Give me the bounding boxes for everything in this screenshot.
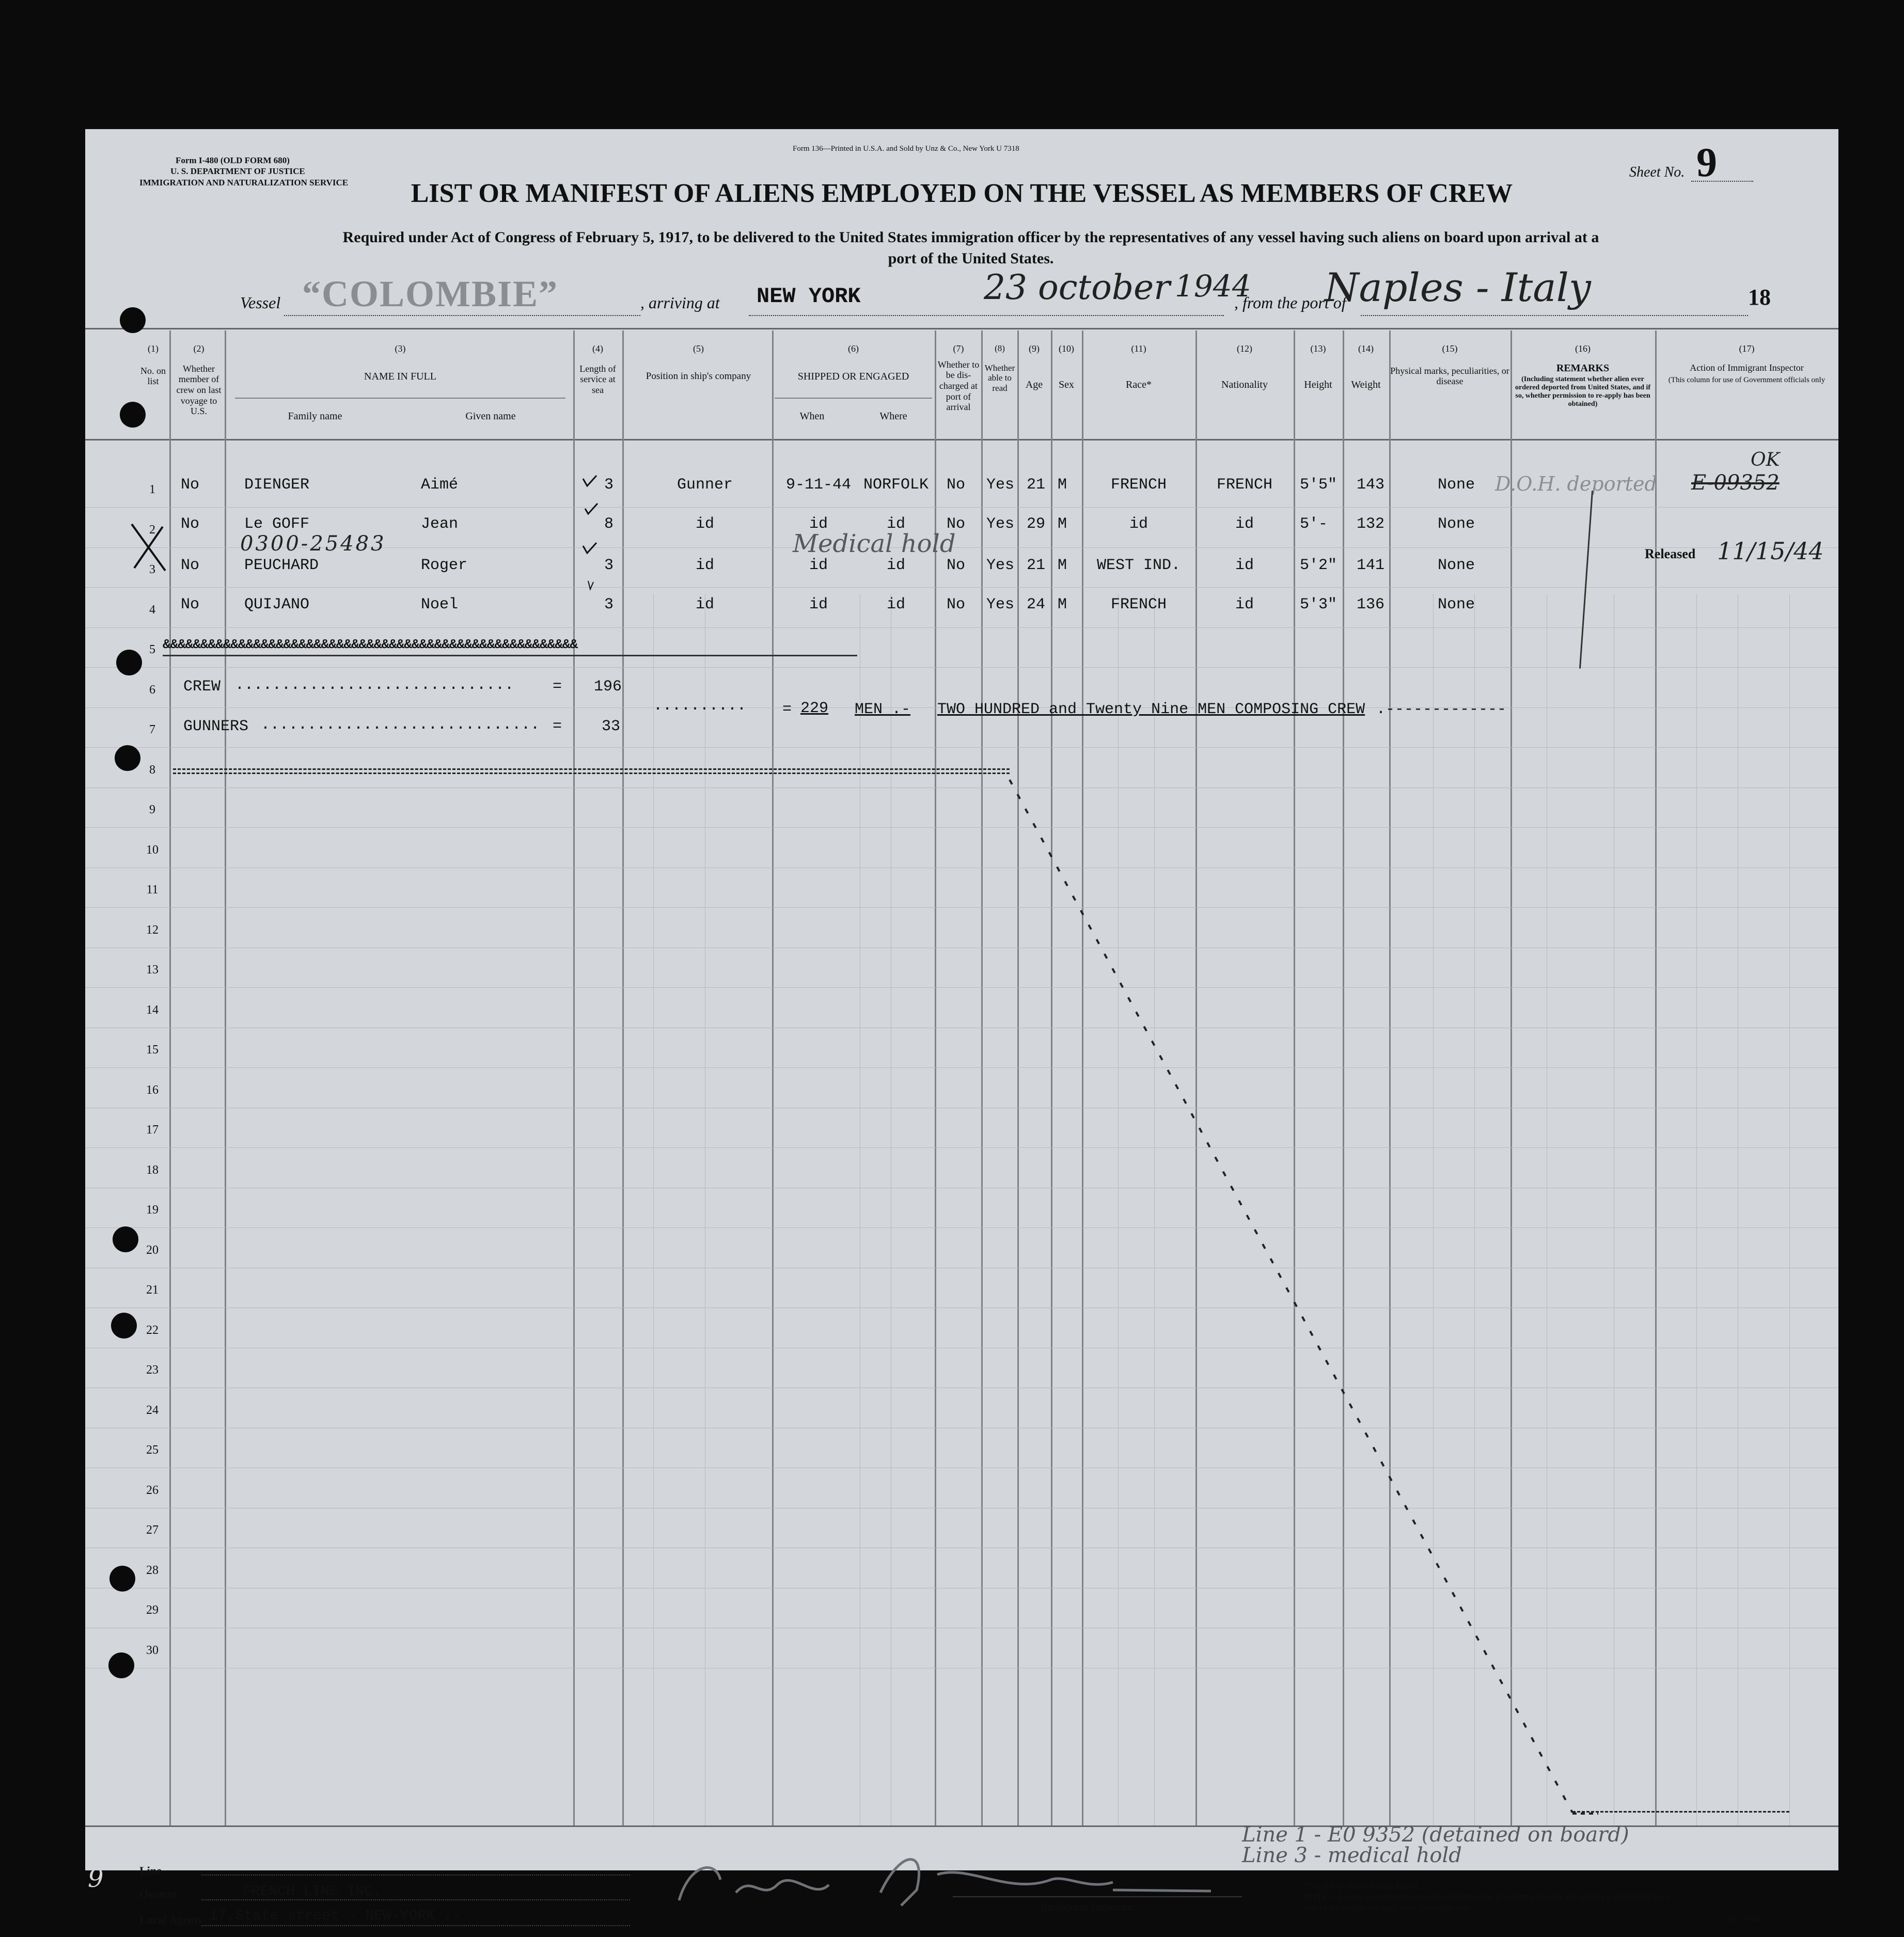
crew-count: 196 — [594, 678, 622, 696]
row-number: 17 — [146, 1123, 159, 1137]
col-13-header — [1294, 343, 1343, 391]
col-16-label: REMARKS — [1556, 362, 1610, 374]
arriving-port: NEW YORK — [757, 284, 861, 309]
cell-when: id — [809, 557, 828, 574]
form-subtitle — [137, 227, 1805, 269]
cell-weight: 141 — [1357, 557, 1385, 574]
page-corner-mark: 9 — [88, 1864, 104, 1893]
cell-age: 24 — [1027, 596, 1046, 613]
cell-nationality: id — [1235, 557, 1254, 574]
penalty-note: NOTE.—Failure to furnish full or correct information in columns (3), (5), (6) and (7) is punishable by a fine of ten dollars for each alien. See other side. — [1304, 1892, 1669, 1913]
row-number: 26 — [146, 1483, 159, 1497]
grid-column-rule — [653, 594, 654, 1825]
vessel-label: Vessel — [240, 293, 281, 312]
row-number: 12 — [146, 923, 159, 937]
crew-label: CREW — [183, 678, 221, 696]
col-4-header — [573, 343, 622, 396]
col-divider-5 — [772, 330, 774, 1825]
cell-family: QUIJANO — [244, 596, 310, 613]
agents-underline — [201, 1925, 630, 1926]
total-count: 229 — [800, 700, 829, 717]
cell-prev: No — [181, 596, 200, 613]
row-number: 8 — [149, 763, 155, 777]
cell-where: id — [886, 557, 905, 574]
col-3-sub-given: Given name — [465, 411, 516, 422]
cell-read: Yes — [986, 515, 1015, 533]
agents-value: 17,State street - NEW-YORK .- — [209, 1908, 461, 1924]
col-17-label: Action of Immigrant Inspector — [1690, 362, 1804, 373]
col-divider-4 — [622, 330, 624, 1825]
cell-marks: None — [1437, 476, 1475, 494]
line-label: Line — [139, 1864, 162, 1877]
col-9-label: Age — [1025, 379, 1043, 390]
punch-hole — [115, 745, 140, 771]
cell-family: DIENGER — [244, 476, 310, 494]
gunners-label: GUNNERS — [183, 718, 249, 735]
col-16-header — [1513, 343, 1653, 408]
cell-when: id — [809, 596, 828, 613]
cell-given: Jean — [421, 515, 459, 533]
gunners-dots: .............................. — [261, 716, 540, 734]
vessel-name: “COLOMBIE” — [302, 273, 559, 314]
col-13-num: (13) — [1310, 343, 1326, 354]
cell-sex: M — [1058, 557, 1067, 574]
col-9-num: (9) — [1029, 343, 1040, 354]
cell-weight: 143 — [1357, 476, 1385, 494]
cell-given: Aimé — [421, 476, 459, 494]
row-number: 25 — [146, 1443, 159, 1457]
col-2-num: (2) — [193, 343, 204, 354]
cell-prev: No — [181, 557, 200, 574]
col-12-header — [1195, 343, 1294, 391]
col-12-num: (12) — [1237, 343, 1252, 354]
released-date: 11/15/44 — [1717, 537, 1824, 565]
col-15-header — [1389, 343, 1510, 387]
crew-dots: .............................. — [235, 676, 514, 694]
cell-race: WEST IND. — [1096, 557, 1181, 574]
col-3-label: NAME IN FULL — [364, 370, 436, 382]
col-6-label: SHIPPED OR ENGAGED — [797, 370, 909, 382]
cell-read: Yes — [986, 476, 1015, 494]
row-number: 14 — [146, 1003, 159, 1017]
col-11-label: Race* — [1126, 379, 1152, 390]
row-rule — [85, 747, 1838, 748]
col-16-num: (16) — [1575, 343, 1591, 354]
from-label: , from the port of — [1234, 293, 1346, 312]
col-17-header — [1658, 343, 1836, 385]
punch-hole — [116, 650, 142, 675]
punch-hole — [120, 307, 146, 333]
cell-height: 5'- — [1300, 515, 1328, 533]
cell-nationality: id — [1235, 596, 1254, 613]
col-8-label: Whether able to read — [984, 363, 1015, 393]
col-7-label: Whether to be dis-charged at port of arrival — [937, 359, 980, 413]
arriving-label: , arriving at — [640, 293, 720, 312]
cell-position: id — [695, 596, 714, 613]
cell-sex: M — [1058, 515, 1067, 533]
col-6-sub-when: When — [799, 411, 825, 422]
row8-dash-line-top — [173, 768, 1010, 771]
cell-family: Le GOFF — [244, 515, 310, 533]
row3-cross-mark — [127, 519, 173, 576]
row-number: 18 — [146, 1163, 159, 1177]
row-number: 28 — [146, 1563, 159, 1577]
arrival-date: 23 october — [984, 267, 1170, 307]
cell-weight: 136 — [1357, 596, 1385, 613]
row-number: 9 — [149, 803, 155, 816]
col-divider-7 — [981, 330, 983, 1825]
cell-prev: No — [181, 515, 200, 533]
col-11-num: (11) — [1131, 343, 1146, 354]
row-number: 6 — [149, 683, 155, 697]
cell-sex: M — [1058, 596, 1067, 613]
cell-service: 3 — [604, 596, 614, 613]
cell-discharged: No — [947, 515, 966, 533]
form-code: 16—19349 — [1727, 1916, 1760, 1924]
col-1-header — [137, 343, 169, 387]
col-9-header — [1017, 343, 1051, 391]
signature-line — [953, 1896, 1242, 1897]
cell-read: Yes — [986, 596, 1015, 613]
row-number: 4 — [149, 603, 155, 617]
row-rule — [85, 667, 1838, 668]
name-subheader-rule — [235, 398, 565, 399]
row-rule — [85, 627, 1838, 628]
cell-discharged: No — [947, 557, 966, 574]
printer-line: Form 136—Printed in U.S.A. and Sold by Unz & Co., New York U 7318 — [793, 145, 1019, 153]
remarks-bracket-line — [1579, 491, 1593, 668]
shipped-subheader-rule — [775, 398, 932, 399]
row-number: 3 — [149, 563, 155, 576]
col-13-label: Height — [1304, 379, 1332, 390]
remarks-row1-note: D.O.H. deported — [1495, 473, 1657, 495]
cell-position: id — [695, 515, 714, 533]
header-bottom-rule — [85, 439, 1838, 440]
corner-number: 18 — [1748, 285, 1771, 310]
row-number: 15 — [146, 1043, 159, 1057]
col-4-label: Length of service at sea — [579, 363, 616, 396]
col-5-label: Position in ship's company — [646, 370, 751, 382]
gunners-count: 33 — [602, 718, 621, 735]
inspector-signature — [658, 1844, 1252, 1911]
men-label: MEN .- — [855, 701, 911, 718]
handwritten-note-line1: Line 1 - E0 9352 (detained on board) — [1242, 1823, 1629, 1847]
col-7-header — [936, 343, 981, 413]
cell-service: 3 — [604, 476, 614, 494]
cell-marks: None — [1437, 515, 1475, 533]
crew-equals: = — [553, 678, 562, 696]
form-title: LIST OR MANIFEST OF ALIENS EMPLOYED ON THE VESSEL AS MEMBERS OF CREW — [411, 179, 1513, 208]
cell-position: Gunner — [676, 476, 733, 494]
cell-prev: No — [181, 476, 200, 494]
races-note: *See list of races on back hereof. — [1304, 1881, 1421, 1891]
row-number: 22 — [146, 1323, 159, 1337]
col-8-header — [983, 343, 1017, 393]
col-10-header — [1051, 343, 1082, 391]
cell-race: FRENCH — [1110, 476, 1167, 494]
total-in-words: TWO HUNDRED and Twenty Nine MEN COMPOSING CREW — [937, 701, 1365, 718]
cell-discharged: No — [947, 476, 966, 494]
col-14-header — [1343, 343, 1389, 391]
cell-family: PEUCHARD — [244, 557, 319, 574]
col-4-num: (4) — [592, 343, 603, 354]
col-3-num: (3) — [395, 343, 406, 354]
ampersand-filler: &&&&&&&&&&&&&&&&&&&&&&&&&&&&&&&&&&&&&&&&&&&&&&&&&&&&&&& — [163, 637, 578, 652]
subtitle-line-1: Required under Act of Congress of February 5, 1917, to be delivered to the United States immigration officer by the representatives of any vessel having such aliens on board upon arrival at a — [342, 229, 1599, 246]
diagonal-cancel-line — [1004, 775, 1598, 1828]
service-name: IMMIGRATION AND NATURALIZATION SERVICE — [139, 177, 349, 187]
cell-service: 3 — [604, 557, 614, 574]
col-5-num: (5) — [693, 343, 704, 354]
released-label: Released — [1645, 546, 1696, 561]
col-15-label: Physical marks, peculiarities, or disease — [1390, 365, 1509, 387]
row-number: 23 — [146, 1363, 159, 1377]
cell-read: Yes — [986, 557, 1015, 574]
table-top-rule — [85, 328, 1838, 329]
grid-column-rule — [1789, 594, 1790, 1825]
form-id: Form I-480 (OLD FORM 680) — [176, 155, 290, 165]
cell-age: 21 — [1027, 557, 1046, 574]
arrival-year: 1944 — [1175, 269, 1251, 304]
owners-label: Owners — [139, 1887, 178, 1900]
row-number: 10 — [146, 843, 159, 857]
row-rule — [85, 507, 1838, 508]
col-16-sub: (Including statement whether alien ever ordered deported from United States, and if so, whether permission to re-apply has been obtained) — [1515, 375, 1650, 408]
owners-value: FRENCH LINE INC. — [243, 1884, 382, 1900]
owners-underline — [201, 1899, 630, 1900]
inspector-label: Immigrant Inspector. — [1041, 1900, 1136, 1913]
punch-hole — [108, 1652, 134, 1678]
punch-hole — [109, 1566, 135, 1592]
col-6-sub-where: Where — [879, 411, 907, 422]
from-port: Naples - Italy — [1325, 264, 1591, 310]
bottom-dash-line — [1572, 1811, 1789, 1814]
arriving-underline — [749, 315, 1224, 316]
cell-marks: None — [1437, 596, 1475, 613]
col-14-label: Weight — [1351, 379, 1381, 390]
cell-weight: 132 — [1357, 515, 1385, 533]
cell-nationality: id — [1235, 515, 1254, 533]
agents-label: Local Agents — [139, 1913, 202, 1926]
service-check-marks — [581, 473, 602, 602]
row-number: 24 — [146, 1403, 159, 1417]
line-underline — [201, 1875, 630, 1876]
action-row1-ok: OK — [1751, 449, 1780, 470]
cell-height: 5'3" — [1300, 596, 1337, 613]
row-number: 21 — [146, 1283, 159, 1297]
col-14-num: (14) — [1358, 343, 1374, 354]
col-3-header — [227, 343, 573, 383]
sheet-number: 9 — [1696, 140, 1717, 185]
cell-where: NORFOLK — [863, 476, 929, 494]
col-2-header — [173, 343, 225, 417]
row-number: 7 — [149, 723, 155, 736]
row-number: 5 — [149, 643, 155, 656]
cell-discharged: No — [947, 596, 966, 613]
gunners-equals: = — [553, 718, 562, 735]
dept-name: U. S. DEPARTMENT OF JUSTICE — [170, 166, 305, 177]
col-5-header — [625, 343, 772, 382]
col-15-num: (15) — [1442, 343, 1458, 354]
cell-given: Roger — [421, 557, 468, 574]
cell-position: id — [695, 557, 714, 574]
row-number: 27 — [146, 1523, 159, 1537]
cell-given: Noel — [421, 596, 459, 613]
row8-dash-line-bottom — [173, 773, 1010, 776]
total-dots: .......... — [653, 697, 747, 715]
sheet-label: Sheet No. — [1629, 164, 1685, 180]
cell-marks: None — [1437, 557, 1475, 574]
cell-age: 29 — [1027, 515, 1046, 533]
punch-hole — [113, 1226, 138, 1252]
col-2-label: Whether member of crew on last voyage to U.S. — [176, 363, 222, 417]
row-rule — [85, 587, 1838, 588]
cell-when: id — [809, 515, 828, 533]
col-17-num: (17) — [1739, 343, 1755, 354]
from-underline — [1361, 315, 1748, 316]
cell-where: id — [886, 515, 905, 533]
col-8-num: (8) — [995, 343, 1005, 353]
col-10-label: Sex — [1059, 379, 1074, 390]
cell-age: 21 — [1027, 476, 1046, 494]
row-number: 29 — [146, 1603, 159, 1617]
row-number: 30 — [146, 1643, 159, 1657]
punch-hole — [120, 402, 146, 428]
cell-height: 5'5" — [1300, 476, 1337, 494]
row-number: 16 — [146, 1083, 159, 1097]
grid-column-rule — [1696, 594, 1697, 1825]
punch-hole — [111, 1313, 137, 1338]
action-row1-number: E-09352 — [1691, 471, 1780, 495]
col-divider-3 — [573, 330, 575, 1825]
medical-hold-note: Medical hold — [793, 529, 956, 558]
col-10-num: (10) — [1059, 343, 1074, 354]
row-number: 20 — [146, 1243, 159, 1257]
cell-race: FRENCH — [1110, 596, 1167, 613]
row-number: 11 — [146, 883, 159, 896]
row-number: 19 — [146, 1203, 159, 1217]
ampersand-underline — [163, 655, 857, 656]
col-6-num: (6) — [848, 343, 859, 354]
total-trailing-dashes: .------------- — [1376, 701, 1507, 718]
cell-sex: M — [1058, 476, 1067, 494]
total-equals: = — [782, 701, 792, 718]
row-number: 1 — [149, 483, 155, 496]
cell-race: id — [1129, 515, 1148, 533]
col-7-num: (7) — [953, 343, 964, 354]
cell-when: 9-11-44 — [785, 476, 852, 494]
row-number: 13 — [146, 963, 159, 977]
col-6-header — [772, 343, 935, 383]
cell-service: 8 — [604, 515, 614, 533]
cell-where: id — [886, 596, 905, 613]
col-divider-2 — [225, 330, 226, 1825]
row2-handwritten-number: 0300-25483 — [240, 532, 386, 556]
col-1-label: No. on list — [140, 365, 166, 387]
col-3-sub-family: Family name — [288, 411, 342, 422]
handwritten-note-line2: Line 3 - medical hold — [1242, 1844, 1462, 1867]
col-17-sub: (This column for use of Government officials only — [1668, 376, 1826, 385]
col-11-header — [1082, 343, 1195, 391]
col-12-label: Nationality — [1221, 379, 1268, 390]
subtitle-line-2: port of the United States. — [888, 249, 1054, 267]
manifest-sheet — [85, 129, 1838, 1926]
cell-nationality: FRENCH — [1216, 476, 1273, 494]
col-1-num: (1) — [148, 343, 159, 354]
cell-height: 5'2" — [1300, 557, 1337, 574]
row-number: 2 — [149, 523, 155, 537]
